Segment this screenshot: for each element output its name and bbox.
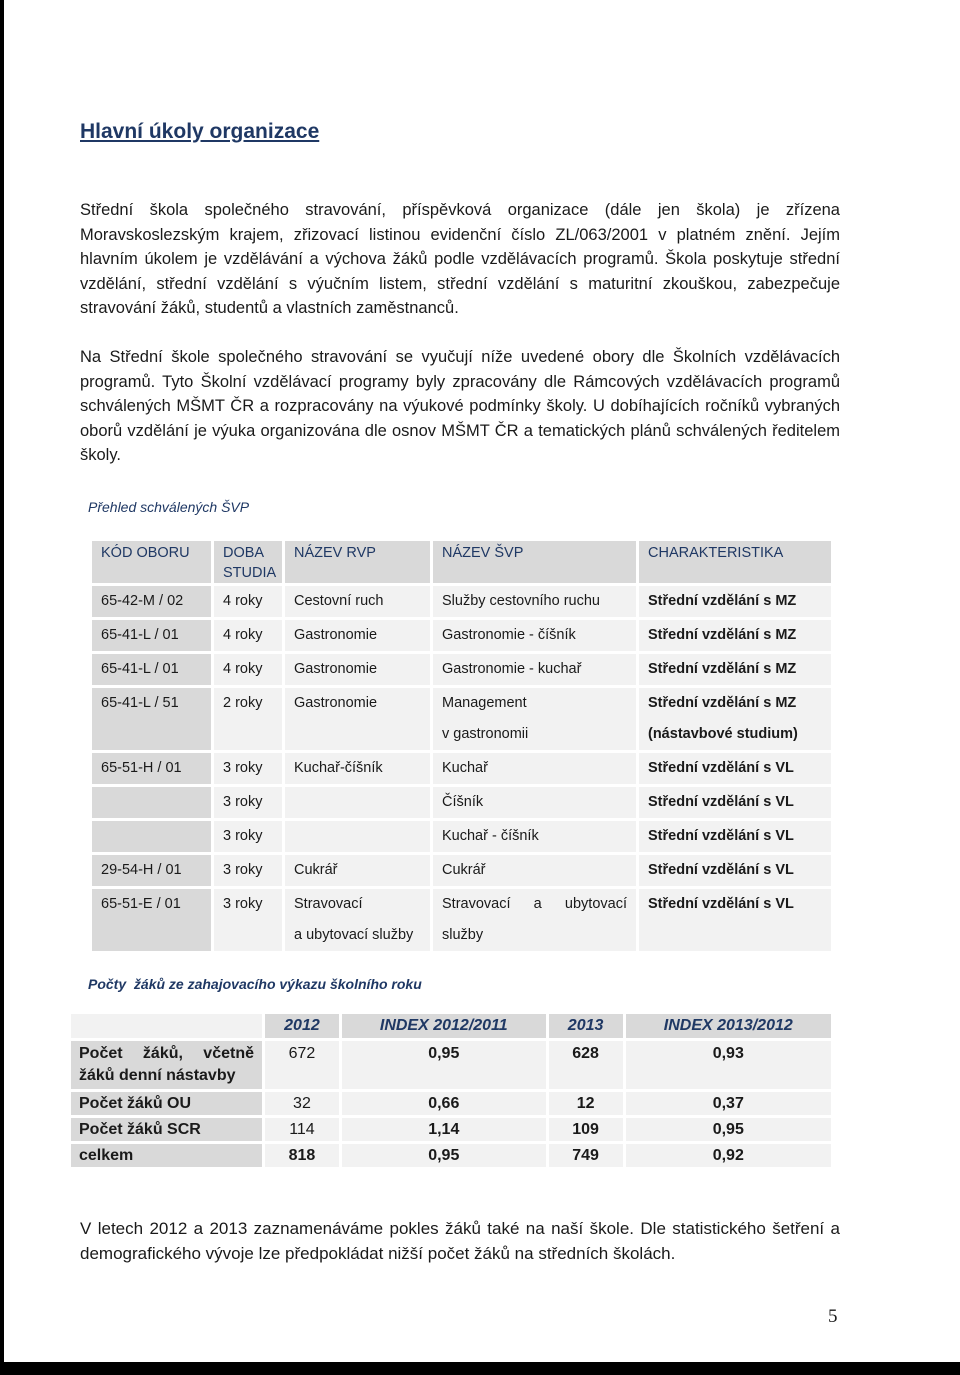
cell-svp: Cukrář (430, 855, 636, 889)
cell-index-2012: 0,66 (339, 1092, 546, 1118)
cell-duration: 3 roky (211, 889, 282, 954)
cell-2012: 32 (262, 1092, 339, 1118)
cell-index-2012: 0,95 (339, 1041, 546, 1092)
cell-svp: Služby cestovního ruchu (430, 586, 636, 620)
table-row (92, 688, 831, 753)
cell-code: 29-54-H / 01 (92, 855, 211, 889)
cell-rvp: Gastronomie (282, 688, 430, 753)
cell-duration: 4 roky (211, 586, 282, 620)
header-duration (211, 541, 282, 586)
cell-code: 65-51-E / 01 (92, 889, 211, 954)
cell-2013: 12 (546, 1092, 623, 1118)
cell-characteristic: Střední vzdělání s VL (636, 889, 831, 954)
cell-2013: 749 (546, 1144, 623, 1170)
cell-duration: 3 roky (211, 855, 282, 889)
cell-rvp-line: Stravovací (294, 896, 363, 912)
table-row (92, 620, 831, 654)
svp-table-header (92, 541, 831, 586)
page-frame-bottom (0, 1362, 960, 1375)
header-characteristic: CHARAKTERISTIKA (636, 541, 831, 586)
cell-2012: 672 (262, 1041, 339, 1092)
cell-characteristic: Střední vzdělání s VL (636, 821, 831, 855)
svp-table (92, 541, 831, 954)
table-row (92, 654, 831, 688)
cell-rvp-line: a ubytovací služby (294, 927, 414, 943)
cell-index-2013: 0,37 (623, 1092, 831, 1118)
header-2013: 2013 (546, 1014, 623, 1041)
cell-characteristic: Střední vzdělání s VL (636, 753, 831, 787)
header-svp: NÁZEV ŠVP (430, 541, 636, 586)
table-row (71, 1118, 831, 1144)
cell-2013: 109 (546, 1118, 623, 1144)
cell-code: 65-41-L / 01 (92, 620, 211, 654)
cell-characteristic: Střední vzdělání s VL (636, 855, 831, 889)
cell-code: 65-51-H / 01 (92, 753, 211, 787)
header-duration-label: DOBA STUDIA (223, 545, 277, 581)
header-code: KÓD OBORU (92, 541, 211, 586)
cell-2012: 818 (262, 1144, 339, 1170)
header-rvp: NÁZEV RVP (282, 541, 430, 586)
cell-svp: Gastronomie - kuchař (430, 654, 636, 688)
cell-svp-line: služby (442, 927, 484, 943)
cell-rvp: Cukrář (282, 855, 430, 889)
cell-characteristic (636, 688, 831, 753)
page-frame-left (0, 0, 4, 1375)
cell-duration: 2 roky (211, 688, 282, 753)
table-row (92, 821, 831, 855)
cell-index-2013: 0,92 (623, 1144, 831, 1170)
table-row (92, 753, 831, 787)
cell-index-2013: 0,95 (623, 1118, 831, 1144)
cell-rvp: Gastronomie (282, 654, 430, 688)
cell-rvp: Gastronomie (282, 620, 430, 654)
cell-svp: Číšník (430, 787, 636, 821)
cell-characteristic: Střední vzdělání s MZ (636, 586, 831, 620)
cell-rvp (282, 821, 430, 855)
page-title: Hlavní úkoly organizace (80, 120, 320, 143)
cell-2012: 114 (262, 1118, 339, 1144)
cell-duration: 3 roky (211, 821, 282, 855)
cell-duration: 4 roky (211, 654, 282, 688)
cell-svp (430, 688, 636, 753)
cell-index-2012: 0,95 (339, 1144, 546, 1170)
header-2012: 2012 (262, 1014, 339, 1041)
table-row (92, 787, 831, 821)
cell-code: 65-41-L / 51 (92, 688, 211, 753)
cell-duration: 3 roky (211, 787, 282, 821)
header-index-2013: INDEX 2013/2012 (623, 1014, 831, 1041)
cell-characteristic: Střední vzdělání s VL (636, 787, 831, 821)
page-number: 5 (828, 1306, 838, 1327)
table-row (71, 1041, 831, 1092)
cell-characteristic: Střední vzdělání s MZ (636, 654, 831, 688)
cell-characteristic: Střední vzdělání s MZ (636, 620, 831, 654)
row-label: celkem (71, 1144, 262, 1170)
cell-svp-line: v gastronomii (442, 726, 529, 742)
cell-code (92, 787, 211, 821)
cell-svp: Kuchař (430, 753, 636, 787)
pupil-counts-table (71, 1014, 831, 1170)
row-label: Počet žáků, včetně žáků denní nástavby (71, 1041, 262, 1092)
cell-svp (430, 889, 636, 954)
conclusion-paragraph: V letech 2012 a 2013 zaznamenáváme pokles žáků také na naší škole. Dle statistického šetření a demografického vývoje lze předpokládat nižší počet žáků na středních školách. (80, 1219, 840, 1263)
cell-code: 65-42-M / 02 (92, 586, 211, 620)
table-row (92, 889, 831, 954)
table-row (92, 586, 831, 620)
cell-rvp (282, 787, 430, 821)
programs-paragraph: Na Střední škole společného stravování se vyučují níže uvedené obory dle Školních vzdělávacích programů. Tyto Školní vzdělávací programy byly zpracovány dle Rámcových vzdělávacích programů schválených MŠMT ČR a rozpracovány na výukové podmínky školy. U dobíhajících ročníků vybraných oborů vzdělání je výuka organizována dle osnov MŠMT ČR a tematických plánů schválených ředitelem školy. (80, 348, 840, 465)
cell-characteristic-line: Střední vzdělání s MZ (648, 695, 797, 711)
svp-heading: Přehled schválených ŠVP (88, 499, 250, 515)
cell-2013: 628 (546, 1041, 623, 1092)
header-blank (71, 1014, 262, 1041)
row-label: Počet žáků SCR (71, 1118, 262, 1144)
counts-heading: Počty žáků ze zahajovacího výkazu školního roku (88, 976, 422, 992)
cell-duration: 4 roky (211, 620, 282, 654)
cell-rvp: Cestovní ruch (282, 586, 430, 620)
cell-duration: 3 roky (211, 753, 282, 787)
cell-svp-line: Management (442, 695, 527, 711)
cell-svp: Kuchař - číšník (430, 821, 636, 855)
cell-index-2013: 0,93 (623, 1041, 831, 1092)
cell-index-2012: 1,14 (339, 1118, 546, 1144)
cell-code: 65-41-L / 01 (92, 654, 211, 688)
table-row (71, 1144, 831, 1170)
cell-svp: Gastronomie - číšník (430, 620, 636, 654)
row-label: Počet žáků OU (71, 1092, 262, 1118)
cell-code (92, 821, 211, 855)
table-row (71, 1092, 831, 1118)
cell-characteristic-line: (nástavbové studium) (648, 726, 798, 742)
table-row (92, 855, 831, 889)
intro-paragraph: Střední škola společného stravování, příspěvková organizace (dále jen škola) je zřízena Moravskoslezským krajem, zřizovací listinou evidenční číslo ZL/063/2001 v platném znění. Jejím hlavním úkolem je vzdělávání a výchova žáků podle vzdělávacích programů. Škola poskytuje střední vzdělání, střední vzdělání s výučním listem, střední vzdělání s maturitní zkouškou, zabezpečuje stravování žáků, studentů a vlastních zaměstnanců. (80, 201, 840, 318)
counts-table-header (71, 1014, 831, 1041)
cell-rvp: Kuchař-číšník (282, 753, 430, 787)
header-index-2012: INDEX 2012/2011 (339, 1014, 546, 1041)
cell-rvp (282, 889, 430, 954)
cell-svp-line: Stravovací a ubytovací (442, 896, 627, 912)
